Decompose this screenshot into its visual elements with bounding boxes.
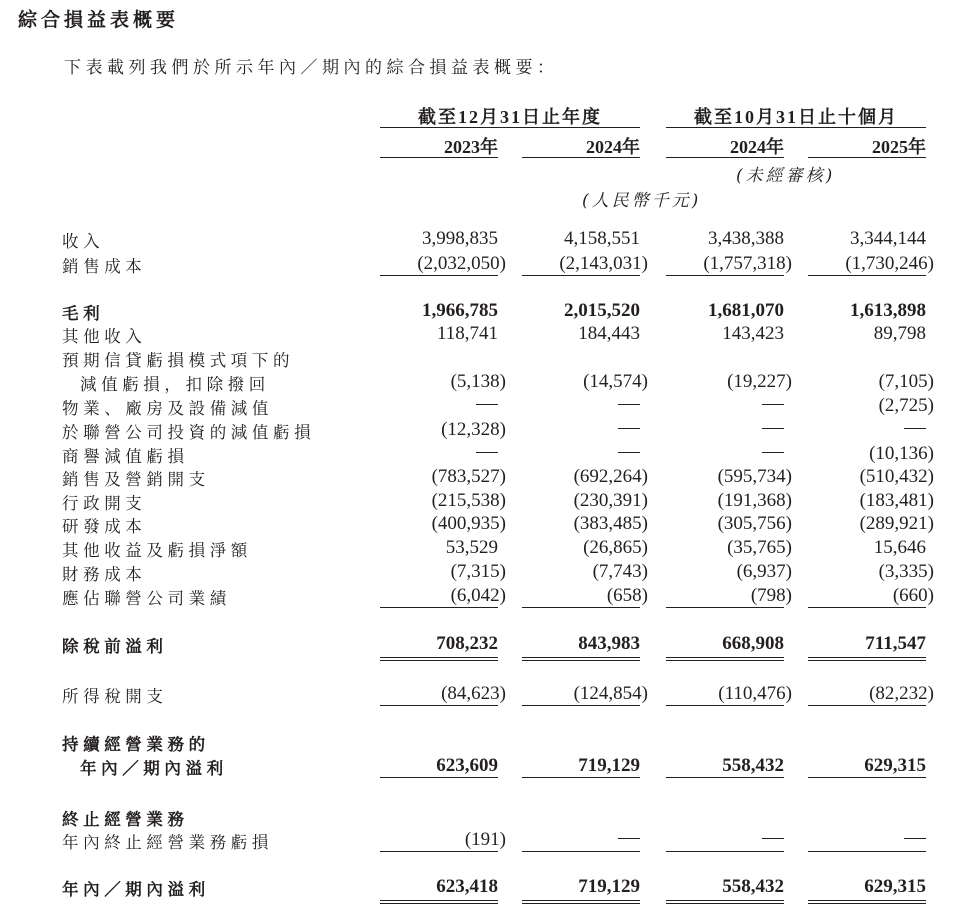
table-row-revenue (0, 228, 960, 252)
nil-dash (476, 404, 498, 405)
value-text: (305,756) (717, 513, 792, 534)
value-cell (522, 513, 648, 535)
table-row-other-gains-losses (0, 537, 960, 561)
table-row-ppe-impairment (0, 395, 960, 419)
nil-dash (762, 452, 784, 453)
value-text: 3,998,835 (422, 228, 498, 249)
value-cell (666, 443, 784, 465)
column-header-2023: 2023年 (380, 133, 498, 158)
row-label: 年內終止經營業務虧損 (62, 833, 273, 852)
value-cell (808, 300, 926, 322)
value-cell (522, 466, 648, 488)
value-text: 668,908 (722, 633, 784, 654)
value-cell (522, 585, 648, 608)
nil-dash (762, 428, 784, 429)
value-text: (783,527) (431, 466, 506, 487)
value-cell (808, 829, 926, 852)
intro-text: 下表載列我們於所示年內／期內的綜合損益表概要： (64, 58, 559, 78)
value-text: 623,418 (436, 876, 498, 897)
value-cell (808, 466, 934, 488)
value-cell (380, 419, 506, 441)
row-label: 預期信貸虧損模式項下的 (62, 351, 295, 370)
value-text: (10,136) (869, 443, 934, 464)
value-text: 719,129 (578, 876, 640, 897)
value-cell (666, 683, 792, 706)
value-text: 15,646 (873, 537, 926, 558)
value-text: 629,315 (864, 755, 926, 776)
value-text: 3,438,388 (708, 228, 784, 249)
value-cell (808, 537, 926, 559)
value-cell (808, 876, 926, 904)
value-cell (380, 228, 498, 250)
value-text: 623,609 (436, 755, 498, 776)
value-text: (3,335) (878, 561, 934, 582)
value-cell (522, 443, 640, 465)
value-text: (183,481) (859, 490, 934, 511)
value-cell (380, 537, 498, 559)
value-text: 1,966,785 (422, 300, 498, 321)
table-row-profit-before-tax (0, 633, 960, 657)
value-cell (522, 300, 640, 322)
value-text: (14,574) (583, 371, 648, 392)
value-cell (522, 490, 648, 512)
row-label: 收入 (62, 232, 105, 251)
value-cell (380, 395, 498, 417)
value-text: (5,138) (450, 371, 506, 392)
value-cell (522, 683, 648, 706)
value-text: 843,983 (578, 633, 640, 654)
value-cell (808, 585, 934, 608)
table-row-finance-costs (0, 561, 960, 585)
value-cell (522, 633, 640, 661)
value-text: (19,227) (727, 371, 792, 392)
column-group-year-ended-dec31: 截至12月31日止年度 (380, 103, 640, 128)
value-cell (808, 228, 926, 250)
value-cell (808, 683, 934, 706)
nil-dash (904, 838, 926, 839)
value-text: 2,015,520 (564, 300, 640, 321)
row-label: 毛利 (62, 304, 105, 323)
value-text: 118,741 (436, 323, 498, 344)
unaudited-note: (未經審核) (736, 166, 836, 186)
value-cell (666, 323, 784, 345)
value-cell (380, 466, 506, 488)
value-cell (808, 395, 934, 417)
value-cell (522, 537, 648, 559)
value-cell (666, 490, 792, 512)
table-row-other-income (0, 323, 960, 347)
value-cell (522, 253, 648, 276)
value-cell (808, 513, 934, 535)
row-label: 行政開支 (62, 494, 147, 513)
nil-dash (618, 838, 640, 839)
value-text: (692,264) (573, 466, 648, 487)
table-row-income-tax (0, 683, 960, 707)
value-text: (82,232) (869, 683, 934, 704)
row-label: 所得稅開支 (62, 687, 168, 706)
value-cell (522, 419, 640, 441)
row-label: 商譽減值虧損 (62, 447, 189, 466)
value-text: 1,681,070 (708, 300, 784, 321)
table-row-share-of-associates (0, 585, 960, 609)
table-row-associate-impairment (0, 419, 960, 443)
value-cell (808, 755, 926, 778)
table-row-continuing-profit (0, 731, 960, 778)
value-cell (380, 490, 506, 512)
value-text: (215,538) (431, 490, 506, 511)
value-cell (380, 323, 498, 345)
value-cell (380, 253, 506, 276)
column-header-2025-10m: 2025年 (808, 133, 926, 158)
table-row-discontinued-loss (0, 829, 960, 853)
value-text: (595,734) (717, 466, 792, 487)
column-header-2024-10m: 2024年 (666, 133, 784, 158)
value-cell (380, 443, 498, 465)
row-label: 研發成本 (62, 517, 147, 536)
value-cell (380, 371, 506, 393)
value-cell (808, 490, 934, 512)
value-text: (510,432) (859, 466, 934, 487)
value-cell (380, 585, 506, 608)
value-text: (124,854) (573, 683, 648, 704)
value-text: (6,937) (736, 561, 792, 582)
row-label: 持續經營業務的 (62, 735, 210, 754)
value-cell (666, 419, 784, 441)
row-label-continued: 減值虧損，扣除撥回 (80, 375, 270, 394)
row-label: 其他收入 (62, 327, 147, 346)
value-text: (35,765) (727, 537, 792, 558)
value-text: 708,232 (436, 633, 498, 654)
value-text: (2,725) (878, 395, 934, 416)
row-label: 銷售及營銷開支 (62, 470, 210, 489)
value-cell (808, 419, 926, 441)
value-text: (84,623) (441, 683, 506, 704)
nil-dash (904, 428, 926, 429)
row-label: 其他收益及虧損淨額 (62, 541, 252, 560)
value-cell (380, 755, 498, 778)
value-text: (658) (606, 585, 648, 606)
value-cell (808, 323, 926, 345)
value-text: (7,105) (878, 371, 934, 392)
column-group-ten-months-ended-oct31: 截至10月31日止十個月 (666, 103, 926, 128)
nil-dash (618, 428, 640, 429)
table-row-selling-marketing-expenses (0, 466, 960, 490)
table-row-goodwill-impairment (0, 443, 960, 467)
value-text: (400,935) (431, 513, 506, 534)
value-cell (666, 537, 792, 559)
value-cell (666, 395, 784, 417)
value-text: (191) (464, 829, 506, 850)
value-cell (522, 755, 640, 778)
value-text: (2,032,050) (417, 253, 506, 274)
value-text: (7,743) (592, 561, 648, 582)
value-text: (2,143,031) (559, 253, 648, 274)
value-cell (522, 371, 648, 393)
row-label-continued: 年內／期內溢利 (80, 759, 228, 778)
value-text: (1,757,318) (703, 253, 792, 274)
value-text: 3,344,144 (850, 228, 926, 249)
table-row-discontinued-heading (0, 806, 960, 830)
table-row-cost-of-sales (0, 253, 960, 277)
value-text: (110,476) (718, 683, 792, 704)
table-row-profit-for-period (0, 876, 960, 900)
value-text: (383,485) (573, 513, 648, 534)
table-row-rd-costs (0, 513, 960, 537)
value-text: (6,042) (450, 585, 506, 606)
value-text: 629,315 (864, 876, 926, 897)
value-text: 89,798 (873, 323, 926, 344)
value-cell (522, 561, 648, 583)
value-text: 719,129 (578, 755, 640, 776)
value-cell (666, 829, 784, 852)
value-cell (522, 228, 640, 250)
value-cell (522, 829, 640, 852)
table-row-administrative-expenses (0, 490, 960, 514)
value-text: 711,547 (865, 633, 926, 654)
row-label: 除稅前溢利 (62, 637, 168, 656)
value-cell (808, 633, 926, 661)
value-text: 558,432 (722, 755, 784, 776)
row-label: 銷售成本 (62, 257, 147, 276)
value-text: (191,368) (717, 490, 792, 511)
value-text: (26,865) (583, 537, 648, 558)
value-cell (522, 323, 640, 345)
currency-note: (人民幣千元) (582, 191, 702, 211)
value-cell (380, 683, 506, 706)
value-cell (380, 829, 506, 852)
value-cell (666, 300, 784, 322)
row-label: 物業、廠房及設備減值 (62, 399, 273, 418)
value-text: 184,443 (578, 323, 640, 344)
value-text: (12,328) (441, 419, 506, 440)
value-cell (666, 513, 792, 535)
value-cell (808, 561, 934, 583)
value-cell (666, 466, 792, 488)
value-text: 558,432 (722, 876, 784, 897)
nil-dash (618, 404, 640, 405)
value-cell (666, 253, 792, 276)
value-cell (666, 585, 792, 608)
section-title: 綜合損益表概要 (18, 9, 180, 31)
value-cell (380, 513, 506, 535)
value-text: (7,315) (450, 561, 506, 582)
value-text: (1,730,246) (845, 253, 934, 274)
value-cell (808, 253, 934, 276)
value-cell (666, 228, 784, 250)
value-cell (522, 395, 640, 417)
value-text: 53,529 (445, 537, 498, 558)
value-cell (522, 876, 640, 904)
row-label: 年內／期內溢利 (62, 880, 210, 899)
value-cell (666, 755, 784, 778)
value-text: (660) (892, 585, 934, 606)
table-row-ecl-impairment (0, 347, 960, 394)
value-cell (808, 371, 934, 393)
value-text: (798) (750, 585, 792, 606)
value-cell (380, 876, 498, 904)
value-cell (666, 371, 792, 393)
value-cell (380, 300, 498, 322)
nil-dash (618, 452, 640, 453)
table-row-gross-profit (0, 300, 960, 324)
row-label: 應佔聯營公司業績 (62, 589, 231, 608)
value-cell (380, 561, 506, 583)
nil-dash (476, 452, 498, 453)
value-text: 143,423 (722, 323, 784, 344)
value-text: (230,391) (573, 490, 648, 511)
row-label: 財務成本 (62, 565, 147, 584)
nil-dash (762, 404, 784, 405)
row-label: 終止經營業務 (62, 810, 189, 829)
nil-dash (762, 838, 784, 839)
value-cell (666, 633, 784, 661)
row-label: 於聯營公司投資的減值虧損 (62, 423, 316, 442)
value-cell (808, 443, 934, 465)
value-text: 1,613,898 (850, 300, 926, 321)
value-text: 4,158,551 (564, 228, 640, 249)
value-text: (289,921) (859, 513, 934, 534)
value-cell (380, 633, 498, 661)
value-cell (666, 561, 792, 583)
value-cell (666, 876, 784, 904)
column-header-2024-fy: 2024年 (522, 133, 640, 158)
